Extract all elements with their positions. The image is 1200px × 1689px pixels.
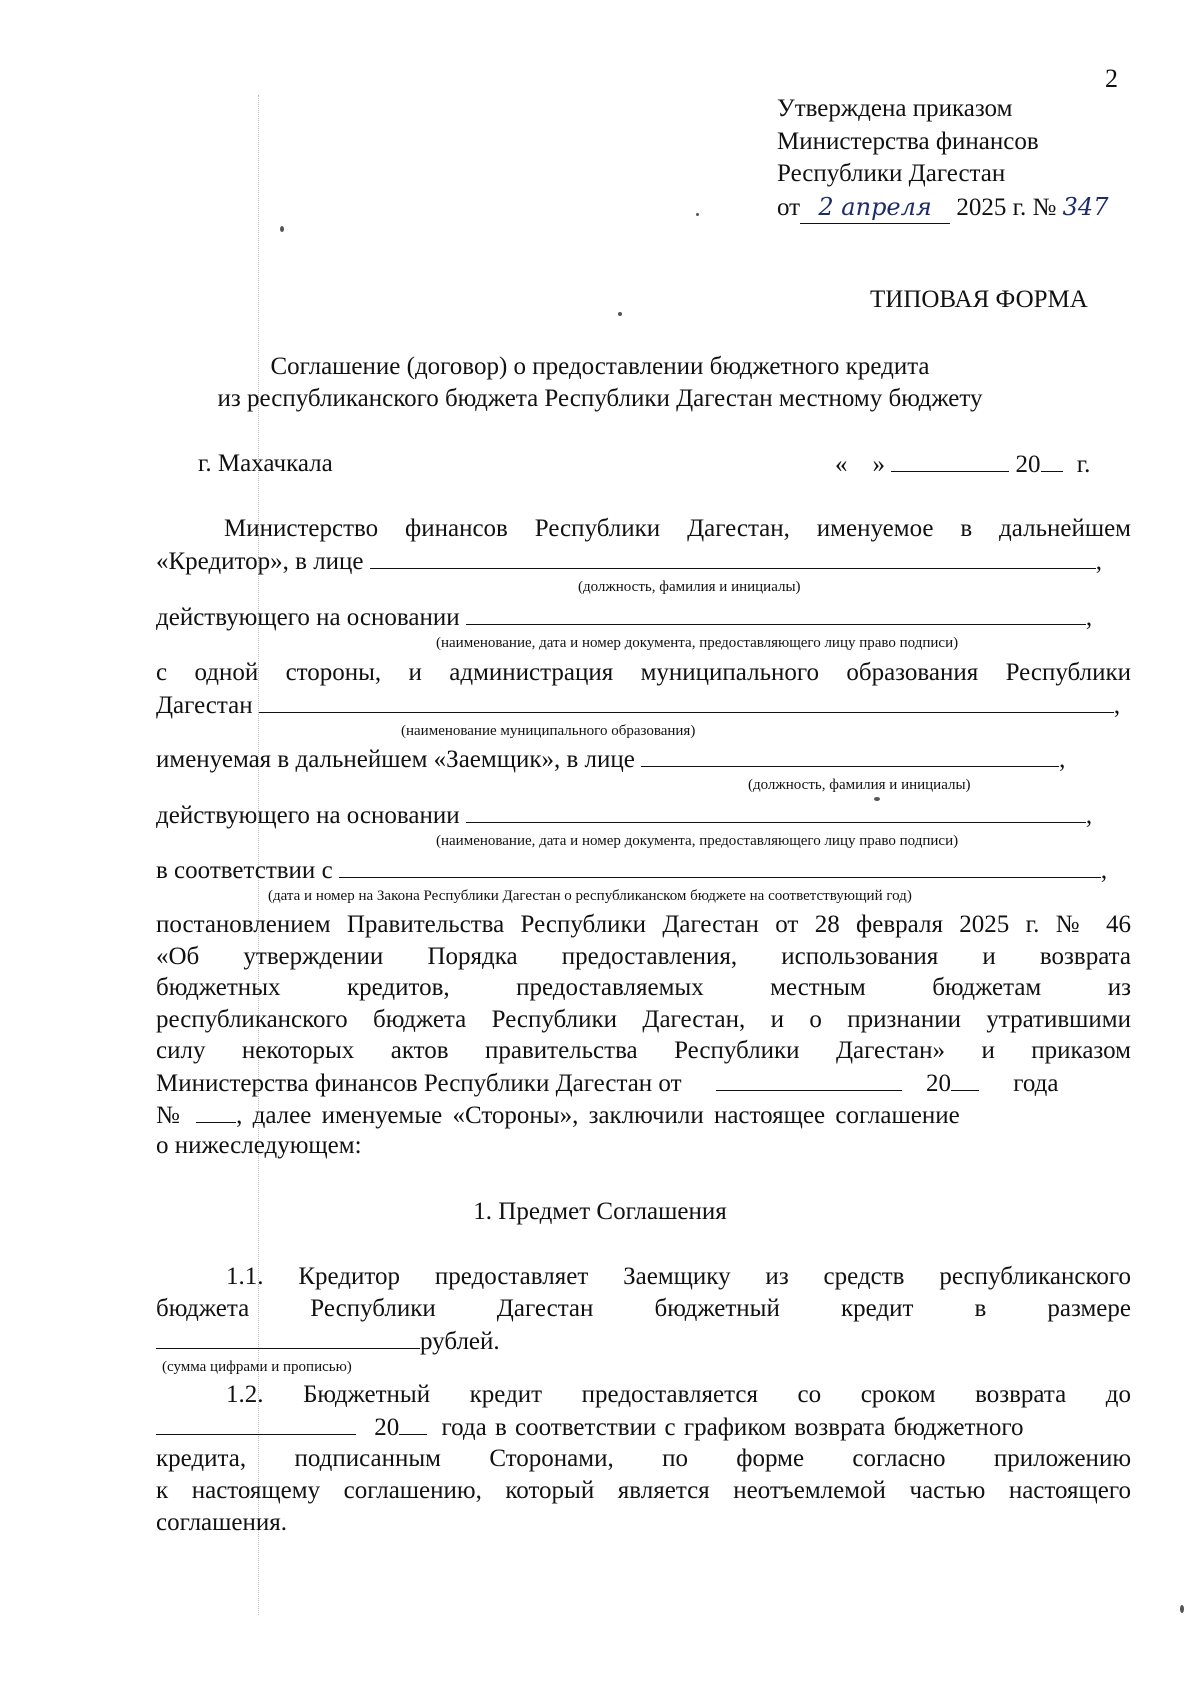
caption-sum: (сумма цифрами и прописью) (162, 1359, 352, 1375)
acting-basis-line: действующего на основании , (156, 604, 1093, 631)
p11-line-2: бюджета Республики Дагестан бюджетный кредит в размере (156, 1295, 1131, 1322)
order-line: Министерства финансов Республики Дагестан от 20 года (156, 1070, 1059, 1097)
p12-line-4: к настоящему соглашению, который является неотъемлемой частью настоящего (156, 1477, 1131, 1504)
p12-line-3: кредита, подписанным Сторонами, по форме согласно приложению (156, 1445, 1131, 1472)
caption-position-2: (должность, фамилия и инициалы) (748, 777, 971, 793)
body-last-line: о нижеследующем: (156, 1132, 362, 1159)
agreement-date: « » 20 г. (835, 451, 1091, 478)
approval-line-2: Министерства финансов (777, 128, 1039, 155)
scan-speck (696, 213, 699, 216)
caption-position: (должность, фамилия и инициалы) (578, 579, 801, 595)
parties-p2-line1: с одной стороны, и администрация муниципального образования Республики (156, 659, 1131, 686)
body-line-3: бюджетных кредитов, предоставляемых местным бюджетам из (156, 974, 1131, 1001)
title-line-1: Соглашение (договор) о предоставлении бюджетного кредита (270, 353, 930, 380)
caption-law: (дата и номер на Закона Республики Дагестан о республиканском бюджете на соответствующий год) (268, 888, 912, 904)
acting-basis-line-2: действующего на основании , (156, 802, 1093, 829)
approval-line-1: Утверждена приказом (777, 95, 1013, 122)
body-line-5: силу некоторых актов правительства Республики Дагестан» и приказом (156, 1037, 1131, 1064)
handwritten-number: 347 (1062, 193, 1109, 221)
title-line-2: из республиканского бюджета Республики Дагестан местному бюджету (217, 385, 983, 412)
scan-speck (280, 226, 284, 232)
scan-speck (618, 312, 622, 316)
p12-line-5: соглашения. (156, 1509, 288, 1536)
according-line: в соответствии с , (156, 857, 1108, 884)
form-title: ТИПОВАЯ ФОРМА (870, 286, 1088, 313)
parties-p2-line2: Дагестан , (156, 692, 1121, 719)
caption-document: (наименование, дата и номер документа, предоставляющего лицу право подписи) (436, 635, 959, 651)
body-line-1: постановлением Правительства Республики Дагестан от 28 февраля 2025 г. № 46 (156, 911, 1131, 938)
approval-line-3: Республики Дагестан (777, 160, 1006, 187)
section-1-heading: 1. Предмет Соглашения (473, 1198, 727, 1225)
parties-number-line: № , далее именуемые «Стороны», заключили настоящее соглашение (156, 1102, 960, 1129)
page-number: 2 (1105, 64, 1118, 93)
approval-from-prefix: от (777, 194, 801, 221)
approval-year: 2025 г. № (956, 194, 1057, 221)
body-line-2: «Об утверждении Порядка предоставления, использования и возврата (156, 943, 1131, 970)
place: г. Махачкала (198, 450, 333, 477)
p12-line-2: 20 года в соответствии с графиком возврата бюджетного (156, 1412, 1131, 1443)
borrower-line: именуемая в дальнейшем «Заемщик», в лице , (156, 746, 1066, 773)
p11-line-1: 1.1. Кредитор предоставляет Заемщику из средств республиканского (226, 1263, 1131, 1290)
scan-speck (1180, 1605, 1184, 1613)
caption-municipality: (наименование муниципального образования) (401, 723, 696, 739)
handwritten-date: 2 апреля (818, 193, 932, 221)
caption-document-2: (наименование, дата и номер документа, предоставляющего лицу право подписи) (436, 833, 959, 849)
p11-line-3: рублей. (156, 1326, 500, 1357)
parties-p1-line2: «Кредитор», в лице , (156, 548, 1103, 575)
body-line-4: республиканского бюджета Республики Дагестан, и о признании утратившими (156, 1006, 1131, 1033)
approval-date-line (777, 192, 1108, 224)
p12-line-1: 1.2. Бюджетный кредит предоставляется со сроком возврата до (226, 1381, 1131, 1408)
parties-p1-line1: Министерство финансов Республики Дагестан, именуемое в дальнейшем (224, 515, 1131, 542)
